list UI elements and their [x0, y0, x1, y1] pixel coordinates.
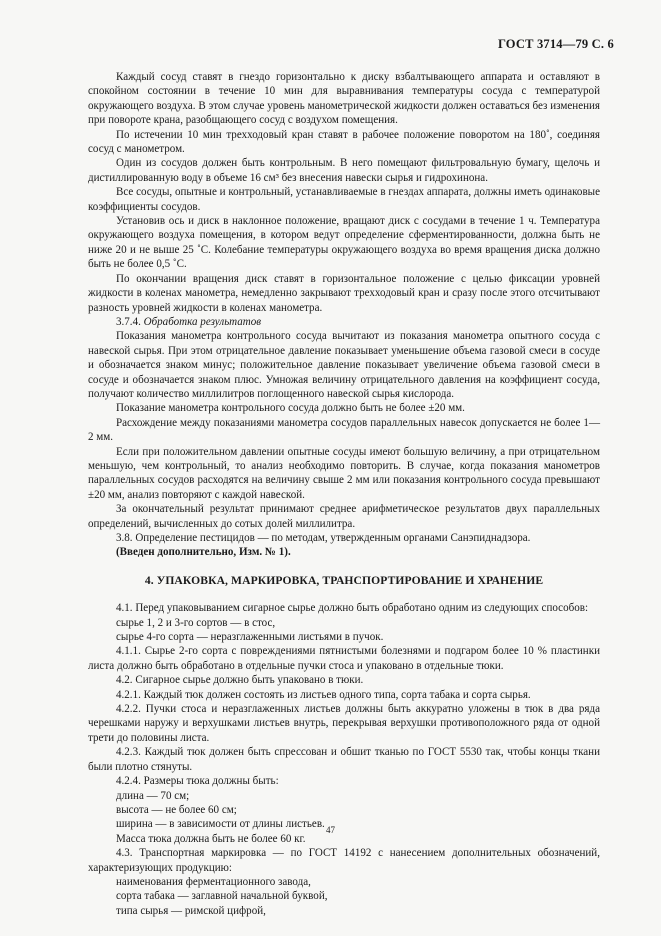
paragraph: 3.8. Определение пестицидов — по методам, утвержденным органами Санэпиднадзора.	[116, 532, 531, 544]
paragraph: Показания манометра контрольного сосуда вычитают из показания манометра опытного сосуда с навеской сырья. При этом отрицательное давление показывает уменьшение объема газовой смеси в сосуде и обозначается знаком минус; положительное давление показывает увеличение объема газовой смеси в сосуде и обозначается знаком плюс. Умножая величину отрицательного давления на коэффициент сосуда, получают количество миллилитров поглощенного навеской сырья кислорода.	[88, 330, 600, 400]
paragraph: 4.2.3. Каждый тюк должен быть спрессован и обшит тканью по ГОСТ 5530 так, чтобы концы ткани были плотно стянуты.	[88, 746, 600, 773]
paragraph: 4.2.2. Пучки стоса и неразглаженных листьев должны быть аккуратно уложены в тюк в два ряда черешками наружу и верхушками листьев внутрь, перекрывая верхушки противоположного ряда от одной трети до половины листа.	[88, 703, 600, 744]
list-item: типа сырья — римской цифрой,	[116, 904, 266, 917]
paragraph: Каждый сосуд ставят в гнездо горизонтально к диску взбалтывающего аппарата и оставляют в спокойном состоянии в течение 10 мин для выравнивания температуры сосуда с температурой окружающего воздуха. В этом случае уровень манометрической жидкости должен оставаться без изменения при повороте крана, разобщающего сосуд с воздухом помещения.	[88, 71, 600, 127]
subsection-title: Обработка результатов	[143, 315, 262, 328]
list-item: ширина — в зависимости от длины листьев.	[116, 818, 325, 831]
page-header: ГОСТ 3714—79 С. 6	[497, 37, 614, 51]
subsection-heading	[88, 315, 600, 329]
list-item: сырье 1, 2 и 3-го сортов — в стос,	[116, 616, 276, 629]
paragraph: 4.2. Сигарное сырье должно быть упаковано в тюки.	[116, 674, 364, 687]
page-number: 47	[326, 825, 335, 835]
list-item: длина — 70 см;	[116, 789, 190, 802]
paragraph: 4.1.1. Сырье 2-го сорта с повреждениями пятнистыми болезнями и подгаром более 10 % пластинки листа должно быть обработано в отдельные пучки стоса и упаковано в отдельные тюки.	[88, 645, 600, 672]
paragraph: Все сосуды, опытные и контрольный, устанавливаемые в гнездах аппарата, должны иметь одинаковые коэффициенты сосудов.	[88, 186, 600, 213]
paragraph: Расхождение между показаниями манометра сосудов параллельных навесок допускается не более 1—2 мм.	[88, 416, 600, 444]
paragraph: Показание манометра контрольного сосуда должно быть не более ±20 мм.	[116, 402, 465, 415]
amendment-note: (Введен дополнительно, Изм. № 1).	[116, 546, 291, 559]
paragraph: По истечении 10 мин трехходовый кран ставят в рабочее положение поворотом на 180˚, соединяя сосуд с манометром.	[88, 128, 600, 156]
list-item: высота — не более 60 см;	[116, 803, 237, 816]
page-content	[88, 70, 600, 918]
paragraph: 4.2.4. Размеры тюка должны быть:	[116, 775, 279, 788]
paragraph: Установив ось и диск в наклонное положение, вращают диск с сосудами в течение 1 ч. Температура окружающего воздуха помещения, в котором ведут определение сферментированности, должна быть не ниже 20 и не выше 25 ˚С. Колебание температуры окружающего воздуха во время вращения диска должно быть не более 0,5 ˚С.	[88, 215, 600, 271]
section-heading: 4. УПАКОВКА, МАРКИРОВКА, ТРАНСПОРТИРОВАНИЕ И ХРАНЕНИЕ	[144, 573, 544, 587]
subsection-number: 3.7.4.	[116, 315, 141, 328]
list-item: сорта табака — заглавной начальной буквой,	[116, 890, 328, 903]
paragraph: Один из сосудов должен быть контрольным. В него помещают фильтровальную бумагу, щелочь и дистиллированную воду в объеме 16 см³ без внесения навески сырья и гидрохинона.	[88, 157, 600, 184]
list-item: наименования ферментационного завода,	[116, 875, 311, 888]
paragraph: Масса тюка должна быть не более 60 кг.	[116, 832, 306, 845]
paragraph: За окончательный результат принимают среднее арифметическое результатов двух параллельных определений, вычисленных до сотых долей миллилитра.	[88, 503, 600, 530]
paragraph: 4.2.1. Каждый тюк должен состоять из листьев одного типа, сорта табака и сорта сырья.	[116, 688, 531, 701]
paragraph: 4.1. Перед упаковыванием сигарное сырье должно быть обработано одним из следующих способов:	[116, 602, 589, 615]
paragraph: По окончании вращения диск ставят в горизонтальное положение с целью фиксации уровней жидкости в коленах манометра, немедленно закрывают трехходовый кран и сразу после этого отсчитывают разность уровней жидкости в коленах манометра.	[88, 272, 600, 314]
paragraph: 4.3. Транспортная маркировка — по ГОСТ 14192 с нанесением дополнительных обозначений, характеризующих продукцию:	[88, 847, 600, 874]
list-item: сырье 4-го сорта — неразглаженными листьями в пучок.	[116, 631, 384, 644]
paragraph: Если при положительном давлении опытные сосуды имеют большую величину, а при отрицательном меньшую, чем контрольный, то анализ необходимо повторить. В случае, когда показания манометров параллельных сосудов расходятся на величину свыше 2 мм или показания контрольного сосуда превышают ±20 мм, анализ повторяют с каждой навеской.	[88, 445, 600, 501]
